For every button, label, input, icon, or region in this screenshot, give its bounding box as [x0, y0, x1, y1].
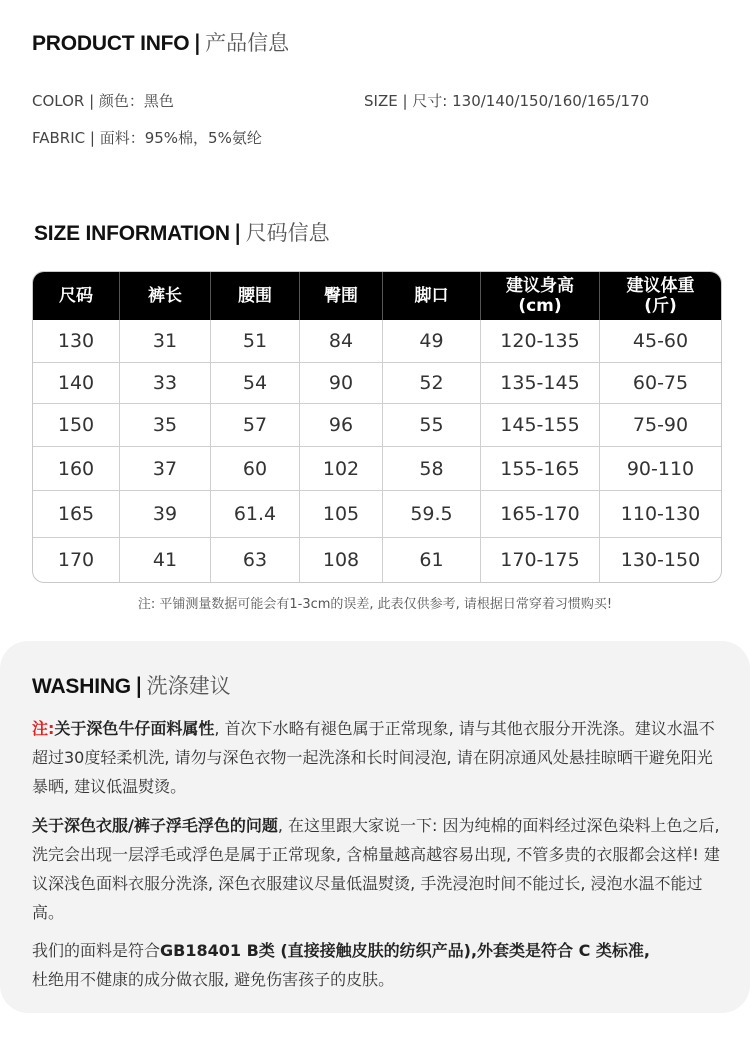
note-prefix: 注: [32, 719, 55, 738]
color-info: COLOR | 颜色：黑色 [32, 92, 174, 110]
table-row [33, 446, 721, 490]
table-cell: 102 [300, 446, 383, 490]
table-cell: 57 [211, 403, 300, 446]
paragraph-1-bold: 关于深色牛仔面料属性 [54, 719, 215, 738]
title-separator: | [233, 221, 242, 245]
table-cell: 59.5 [383, 490, 481, 537]
table-cell: 170 [33, 537, 120, 582]
title-separator: | [134, 674, 143, 698]
table-cell: 39 [120, 490, 211, 537]
table-cell: 84 [300, 320, 383, 362]
table-cell: 150 [33, 403, 120, 446]
table-cell: 31 [120, 320, 211, 362]
header-cell: 腰围 [211, 272, 300, 320]
table-cell: 45-60 [632, 330, 689, 352]
table-row [33, 537, 721, 582]
washing-title [32, 670, 231, 700]
washing-paragraph-1 [32, 714, 722, 801]
table-cell: 96 [300, 403, 383, 446]
table-cell: 155-165 [481, 446, 600, 490]
table-row [33, 490, 721, 537]
header-cell: 尺码 [33, 272, 120, 320]
table-cell: 130-150 [600, 537, 721, 582]
product-info-title-zh: 产品信息 [205, 31, 290, 55]
table-cell: 90 [300, 362, 383, 403]
table-row [33, 320, 721, 362]
table-cell: 165 [33, 490, 120, 537]
fabric-info: FABRIC | 面料：95%棉，5%氨纶 [32, 129, 262, 147]
size-information-title-zh: 尺码信息 [245, 221, 330, 245]
table-cell: 105 [300, 490, 383, 537]
table-cell: 51 [211, 320, 300, 362]
paragraph-3-bold: GB18401 B类 (直接接触皮肤的纺织产品),外套类是符合 C 类标准, [160, 941, 651, 960]
header-cell: 建议体重 (斤) [600, 272, 721, 320]
washing-title-en: WASHING [32, 675, 131, 698]
table-cell: 60 [211, 446, 300, 490]
table-cell: 33 [120, 362, 211, 403]
table-cell: 41 [120, 537, 211, 582]
table-cell: 170-175 [481, 537, 600, 582]
table-cell: 61 [383, 537, 481, 582]
size-table-note: 注: 平铺测量数据可能会有1-3cm的误差, 此表仅供参考, 请根据日常穿着习惯购买! [137, 597, 613, 612]
title-separator: | [193, 31, 202, 55]
table-cell: 110-130 [600, 490, 721, 537]
paragraph-3-text-2: 杜绝用不健康的成分做衣服, 避免伤害孩子的皮肤。 [32, 970, 395, 989]
paragraph-3-text-1: 我们的面料是符合 [32, 941, 161, 960]
table-cell: 63 [211, 537, 300, 582]
header-cell: 建议身高 (cm) [481, 272, 600, 320]
table-cell: 130 [33, 320, 120, 362]
header-cell: 裤长 [120, 272, 211, 320]
table-cell: 60-75 [600, 362, 721, 403]
table-cell: 58 [383, 446, 481, 490]
washing-paragraph-2 [32, 811, 722, 927]
paragraph-2-bold: 关于深色衣服/裤子浮毛浮色的问题 [32, 816, 278, 835]
table-cell: 135-145 [481, 362, 600, 403]
product-info-title [32, 27, 289, 57]
table-cell: 52 [383, 362, 481, 403]
table-cell: 35 [120, 403, 211, 446]
table-cell: 61.4 [211, 490, 300, 537]
table-cell: 49 [383, 320, 481, 362]
table-row [33, 403, 721, 446]
size-info: SIZE | 尺寸: 130/140/150/160/165/170 [364, 92, 650, 110]
size-information-title [34, 217, 330, 247]
size-table-header-row [33, 272, 721, 320]
table-cell: 160 [33, 446, 120, 490]
table-cell: 108 [300, 537, 383, 582]
table-cell: 54 [211, 362, 300, 403]
table-cell: 55 [383, 403, 481, 446]
header-cell: 臀围 [300, 272, 383, 320]
washing-title-zh: 洗涤建议 [146, 674, 231, 698]
table-cell: 90-110 [600, 446, 721, 490]
washing-panel [0, 641, 750, 1013]
table-cell: 145-155 [481, 403, 600, 446]
table-cell: 75-90 [600, 403, 721, 446]
washing-paragraph-3 [32, 936, 722, 994]
table-cell: 37 [120, 446, 211, 490]
table-cell: 120-135 [481, 320, 600, 362]
table-cell: 140 [33, 362, 120, 403]
paragraph-2-text: , 在这里跟大家说一下: 因为纯棉的面料经过深色染料上色之后, 洗完会出现一层浮毛或浮色是属于正常现象, 含棉量越高越容易出现, 不管多贵的衣服都会这样! 建议深浅色面料衣服分洗涤, 深色衣服建议尽量低温熨烫, 手洗浸泡时间不能过长, 浸泡水温不能过高。 [32, 816, 720, 922]
table-cell: 165-170 [481, 490, 600, 537]
size-information-title-en: SIZE INFORMATION [34, 222, 230, 245]
paragraph-1-text: , 首次下水略有褪色属于正常现象, 请与其他衣服分开洗涤。建议水温不超过30度轻柔机洗, 请勿与深色衣物一起洗涤和长时间浸泡, 请在阴凉通风处悬挂晾晒干避免阳光暴晒, 建议低温熨烫。 [32, 719, 715, 796]
product-info-title-en: PRODUCT INFO [32, 32, 190, 55]
size-table [32, 271, 722, 583]
header-cell: 脚口 [383, 272, 481, 320]
table-row [33, 362, 721, 403]
